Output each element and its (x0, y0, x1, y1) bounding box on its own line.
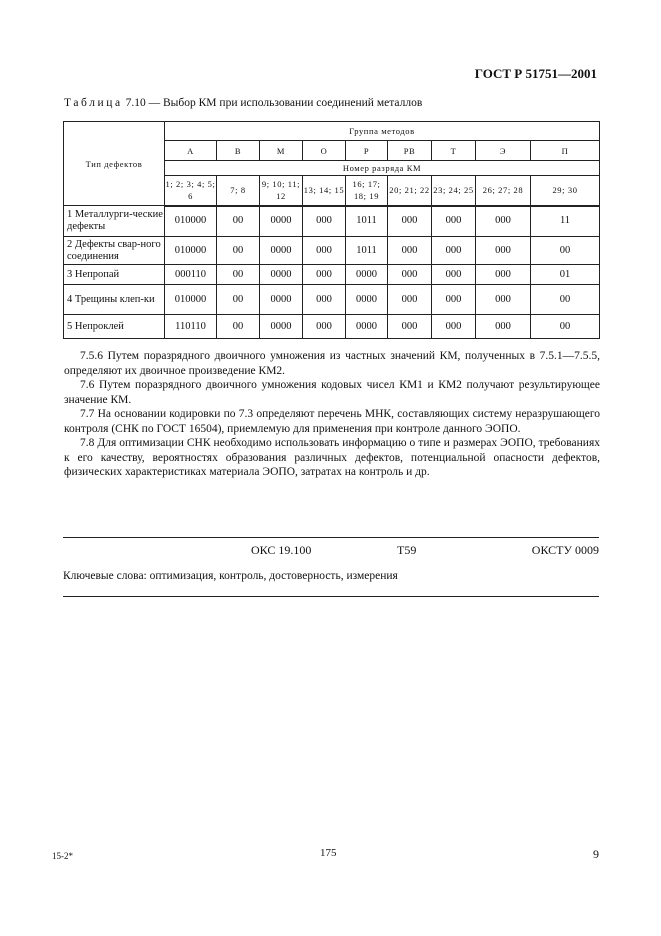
km-value: 0000 (260, 265, 303, 285)
defect-type: 5 Непроклей (64, 315, 165, 339)
km-value: 1011 (346, 237, 388, 265)
method-header: О (303, 141, 346, 161)
km-value: 0000 (260, 206, 303, 237)
km-value: 00 (217, 237, 260, 265)
km-value: 00 (217, 315, 260, 339)
digit-numbers: 20; 21; 22 (388, 176, 432, 206)
method-header: М (260, 141, 303, 161)
km-value: 000 (432, 265, 476, 285)
method-header: П (531, 141, 600, 161)
method-header: Р (346, 141, 388, 161)
method-group-header: Группа методов (165, 122, 600, 141)
okstu-code: ОКСТУ 0009 (531, 543, 599, 557)
divider-top (63, 537, 599, 538)
defect-type: 1 Металлурги-ческие дефекты (64, 206, 165, 237)
km-value: 0000 (260, 285, 303, 315)
paragraph-7-8: 7.8 Для оптимизации СНК необходимо использовать информацию о типе и размерах ЭОПО, требованиях к его качеству, вероятностях образования различных дефектов, потенциальной опасности дефектов, физических характеристиках материала ЭОПО, затратах на контроль и др. (64, 437, 600, 478)
km-value: 000 (303, 265, 346, 285)
digit-numbers: 29; 30 (531, 176, 600, 206)
km-value: 000 (303, 206, 346, 237)
km-value: 000 (303, 285, 346, 315)
table-row (64, 265, 600, 285)
defect-type: 4 Трещины клеп-ки (64, 285, 165, 315)
km-value: 0000 (260, 315, 303, 339)
km-value: 000 (476, 265, 531, 285)
km-value: 00 (531, 285, 600, 315)
km-value: 000 (432, 237, 476, 265)
table-caption-label: Таблица (64, 97, 123, 109)
km-value: 000 (476, 206, 531, 237)
digit-numbers: 7; 8 (217, 176, 260, 206)
method-header: А (165, 141, 217, 161)
km-value: 010000 (165, 285, 217, 315)
km-value: 00 (217, 206, 260, 237)
method-header: В (217, 141, 260, 161)
page-number: 9 (593, 847, 599, 861)
table-row (64, 315, 600, 339)
km-value: 0000 (346, 315, 388, 339)
km-value: 00 (531, 315, 600, 339)
km-value: 000 (388, 206, 432, 237)
defect-type-header: Тип дефектов (64, 122, 165, 206)
paragraph-7-7: 7.7 На основании кодировки по 7.3 определяют перечень МНК, составляющих систему неразрушающего контроля (СНК по ГОСТ 16504), приемлемую для применения при контроле данного ЭОПО. (64, 408, 600, 435)
digit-numbers: 23; 24; 25 (432, 176, 476, 206)
km-value: 110110 (165, 315, 217, 339)
km-value: 000 (388, 285, 432, 315)
km-value: 00 (217, 265, 260, 285)
digit-numbers: 1; 2; 3; 4; 5; 6 (165, 176, 217, 206)
table-caption (64, 97, 422, 109)
t-code: Т59 (397, 543, 417, 557)
km-value: 000110 (165, 265, 217, 285)
table-caption-number: 7.10 (125, 97, 146, 109)
method-header: Т (432, 141, 476, 161)
table-caption-text: — Выбор КМ при использовании соединений металлов (148, 97, 423, 109)
table-row (64, 206, 600, 237)
digit-number-header: Номер разряда КМ (165, 161, 600, 176)
digit-numbers: 13; 14; 15 (303, 176, 346, 206)
table-row (64, 237, 600, 265)
digit-numbers: 9; 10; 11; 12 (260, 176, 303, 206)
km-value: 0000 (346, 265, 388, 285)
km-value: 000 (432, 315, 476, 339)
km-value: 00 (531, 237, 600, 265)
km-value: 0000 (260, 237, 303, 265)
method-header: РВ (388, 141, 432, 161)
km-value: 010000 (165, 206, 217, 237)
defect-type: 3 Непропай (64, 265, 165, 285)
km-value: 0000 (346, 285, 388, 315)
document-code: ГОСТ Р 51751—2001 (474, 66, 597, 81)
km-value: 010000 (165, 237, 217, 265)
km-value: 000 (476, 315, 531, 339)
km-value: 000 (388, 315, 432, 339)
km-value: 00 (217, 285, 260, 315)
oks-code: ОКС 19.100 (251, 543, 312, 557)
classification-codes (63, 543, 599, 559)
km-value: 000 (303, 315, 346, 339)
km-value: 000 (388, 265, 432, 285)
divider-bottom (63, 596, 599, 597)
defect-type: 2 Дефекты свар-ного соединения (64, 237, 165, 265)
table-row (64, 285, 600, 315)
km-value: 000 (303, 237, 346, 265)
print-mark: 15-2* (52, 851, 73, 861)
km-value: 000 (432, 206, 476, 237)
km-value: 1011 (346, 206, 388, 237)
digit-numbers: 16; 17; 18; 19 (346, 176, 388, 206)
km-selection-table (63, 121, 600, 339)
body-text (64, 349, 600, 480)
km-value: 000 (476, 285, 531, 315)
paragraph-7-5-6: 7.5.6 Путем поразрядного двоичного умножения из частных значений КМ, полученных в 7.5.1—7.5.5, определяют их двоичное произведение КМ2. (64, 350, 600, 377)
km-value: 01 (531, 265, 600, 285)
km-value: 000 (432, 285, 476, 315)
method-header: Э (476, 141, 531, 161)
paragraph-7-6: 7.6 Путем поразрядного двоичного умножения кодовых чисел КМ1 и КМ2 получают результирующее значение КМ. (64, 379, 600, 406)
keywords: Ключевые слова: оптимизация, контроль, достоверность, измерения (63, 570, 398, 582)
km-value: 000 (388, 237, 432, 265)
km-value: 000 (476, 237, 531, 265)
page-number-center: 175 (320, 847, 337, 859)
km-value: 11 (531, 206, 600, 237)
digit-numbers: 26; 27; 28 (476, 176, 531, 206)
